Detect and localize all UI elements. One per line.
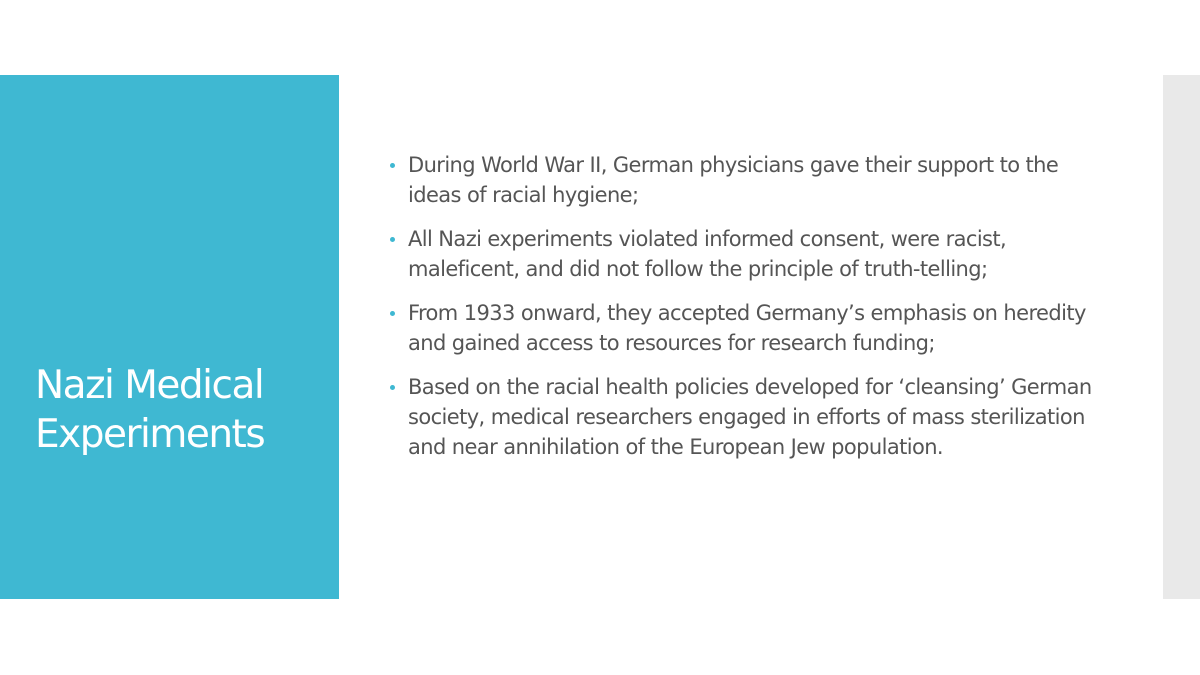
bullet-text: From 1933 onward, they accepted Germany’s emphasis on heredity and gained access to resources for research funding; (408, 301, 1086, 355)
bullet-dot-icon (390, 237, 395, 242)
bullet-item (386, 372, 1098, 462)
bullet-dot-icon (390, 385, 395, 390)
bullet-item (386, 150, 1098, 210)
bullet-text: Based on the racial health policies developed for ‘cleansing’ German society, medical researchers engaged in efforts of mass sterilization and near annihilation of the European Jew population. (408, 375, 1092, 459)
bullet-item (386, 224, 1098, 284)
slide-title: Nazi Medical Experiments (35, 363, 265, 457)
side-strip (1163, 75, 1200, 599)
bullet-item (386, 298, 1098, 358)
bullet-dot-icon (390, 311, 395, 316)
bullet-text: All Nazi experiments violated informed consent, were racist, maleficent, and did not follow the principle of truth-telling; (408, 227, 1007, 281)
bullet-text: During World War II, German physicians gave their support to the ideas of racial hygiene; (408, 153, 1059, 207)
bullet-dot-icon (390, 163, 395, 168)
title-panel (0, 75, 339, 599)
bullet-list (386, 150, 1098, 476)
